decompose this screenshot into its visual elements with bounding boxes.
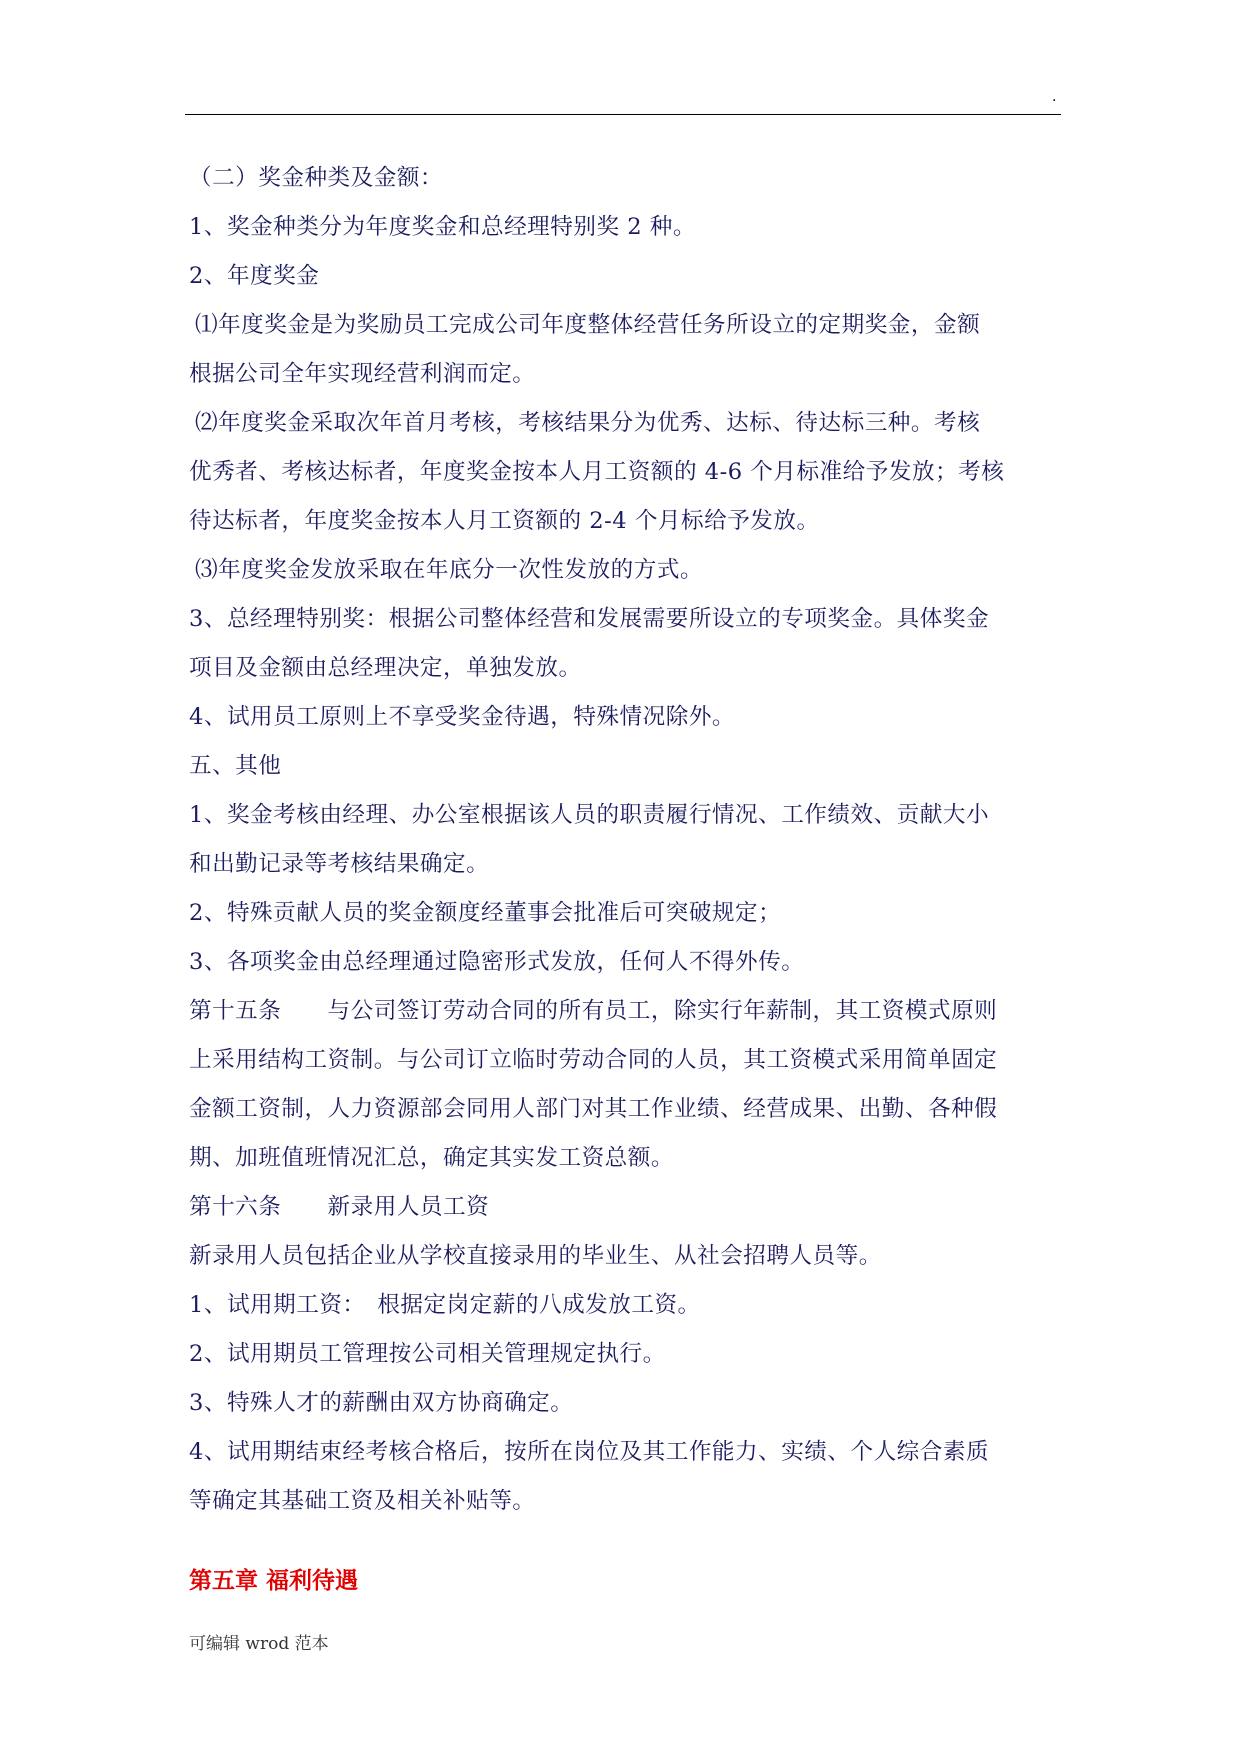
paragraph-line: 3、特殊人才的薪酬由双方协商确定。 [189,1390,574,1416]
paragraph-line: 和出勤记录等考核结果确定。 [189,851,490,877]
header-mark: . [1052,88,1057,105]
paragraph-line: 2、特殊贡献人员的奖金额度经董事会批准后可突破规定； [189,900,782,926]
paragraph-line: 项目及金额由总经理决定，单独发放。 [189,655,582,681]
paragraph-line: 上采用结构工资制。与公司订立临时劳动合同的人员，其工资模式采用简单固定 [189,1047,998,1073]
article-16-line: 第十六条 新录用人员工资 [189,1194,490,1220]
paragraph-line: 2、试用期员工管理按公司相关管理规定执行。 [189,1341,666,1367]
section-heading-bonus-types: （二）奖金种类及金额： [189,165,444,191]
paragraph-line: 1、奖金考核由经理、办公室根据该人员的职责履行情况、工作绩效、贡献大小 [189,802,990,828]
paragraph-line: 3、各项奖金由总经理通过隐密形式发放，任何人不得外传。 [189,949,805,975]
section-heading-other: 五、其他 [189,753,282,779]
paragraph-line: ⑶年度奖金发放采取在年底分一次性发放的方式。 [195,557,704,583]
footer-note: 可编辑 wrod 范本 [189,1634,329,1654]
document-body [189,154,1059,1526]
paragraph-line: ⑵年度奖金采取次年首月考核，考核结果分为优秀、达标、待达标三种。考核 [195,410,981,436]
paragraph-line: 4、试用期结束经考核合格后，按所在岗位及其工作能力、实绩、个人综合素质 [189,1439,990,1465]
paragraph-line: 优秀者、考核达标者，年度奖金按本人月工资额的 4-6 个月标准给予发放；考核 [189,459,1005,485]
paragraph-line: 新录用人员包括企业从学校直接录用的毕业生、从社会招聘人员等。 [189,1243,882,1269]
paragraph-line: 4、试用员工原则上不享受奖金待遇，特殊情况除外。 [189,704,736,730]
header-rule [185,114,1061,115]
paragraph-line: 等确定其基础工资及相关补贴等。 [189,1488,536,1514]
paragraph-line: 根据公司全年实现经营利润而定。 [189,361,536,387]
paragraph-line: 金额工资制，人力资源部会同用人部门对其工作业绩、经营成果、出勤、各种假 [189,1096,998,1122]
paragraph-line: ⑴年度奖金是为奖励员工完成公司年度整体经营任务所设立的定期奖金，金额 [195,312,981,338]
paragraph-line: 待达标者，年度奖金按本人月工资额的 2-4 个月标给予发放。 [189,508,820,534]
paragraph-line: 3、总经理特别奖：根据公司整体经营和发展需要所设立的专项奖金。具体奖金 [189,606,990,632]
article-15-line: 第十五条 与公司签订劳动合同的所有员工，除实行年薪制，其工资模式原则 [189,998,998,1024]
paragraph-line: 1、试用期工资： 根据定岗定薪的八成发放工资。 [189,1292,701,1318]
paragraph-line: 2、年度奖金 [189,263,320,289]
paragraph-line: 1、奖金种类分为年度奖金和总经理特别奖 2 种。 [189,214,696,240]
chapter-heading: 第五章 福利待遇 [189,1568,359,1594]
paragraph-line: 期、加班值班情况汇总，确定其实发工资总额。 [189,1145,674,1171]
